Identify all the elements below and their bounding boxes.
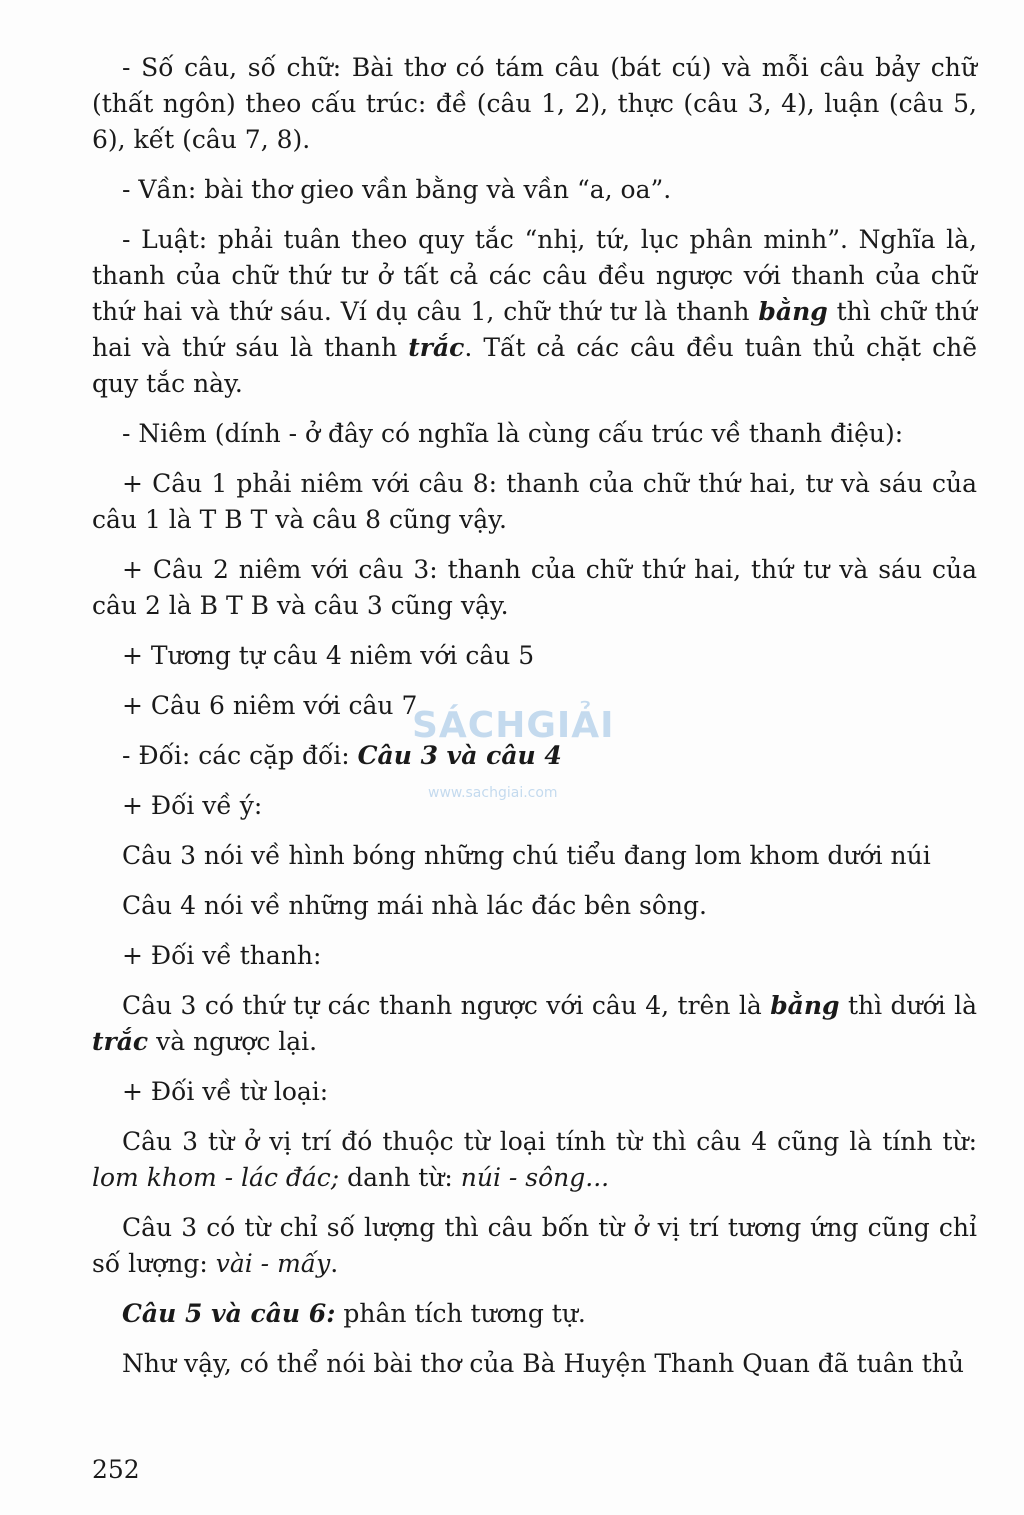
paragraph [92, 1074, 977, 1110]
paragraph [92, 1296, 977, 1332]
paragraph [92, 1124, 977, 1196]
paragraph [92, 938, 977, 974]
paragraph-text: thì dưới là [839, 991, 977, 1020]
emphasis-text: bằng [770, 991, 840, 1020]
paragraph-text: - Đối: các cặp đối: [122, 741, 358, 770]
paragraph-text: Câu 3 từ ở vị trí đó thuộc từ loại tính từ thì câu 4 cũng là tính từ: [122, 1127, 977, 1156]
paragraph [92, 552, 977, 624]
paragraph-text: danh từ: [339, 1163, 461, 1192]
paragraph-text: và ngược lại. [148, 1027, 318, 1056]
paragraph [92, 1210, 977, 1282]
paragraph-text: Câu 3 nói về hình bóng những chú tiểu đang lom khom dưới núi [122, 841, 931, 870]
paragraph-text: Câu 3 có thứ tự các thanh ngược với câu 4, trên là [122, 991, 771, 1020]
watermark-logo-text: SÁCHGIẢI [412, 705, 615, 746]
paragraph-text: + Đối về ý: [122, 791, 263, 820]
paragraph-text: + Đối về thanh: [122, 941, 322, 970]
paragraph-text: + Câu 6 niêm với câu 7 [122, 691, 418, 720]
emphasis-text: Câu 5 và câu 6: [122, 1299, 336, 1328]
paragraph [92, 888, 977, 924]
paragraph-text: - Luật: phải tuân theo quy tắc “nhị, tứ, lục phân minh”. Nghĩa là, thanh của chữ thứ tư ở tất cả các câu đều ngược với thanh của chữ thứ hai và thứ sáu. Ví dụ câu 1, chữ thứ tư là thanh [92, 225, 977, 326]
page-body [92, 50, 977, 1396]
paragraph-text: thì chữ thứ hai và thứ sáu là thanh [92, 297, 977, 362]
paragraph [92, 466, 977, 538]
paragraph [92, 172, 977, 208]
emphasis-text: lom khom - lác đác; [92, 1163, 340, 1192]
paragraph [92, 788, 977, 824]
paragraph [92, 988, 977, 1060]
emphasis-text: vài - mấy [215, 1249, 331, 1278]
emphasis-text: trắc [92, 1027, 149, 1056]
paragraph-text: - Niêm (dính - ở đây có nghĩa là cùng cấu trúc về thanh điệu): [122, 419, 904, 448]
paragraph [92, 738, 977, 774]
page-number: 252 [92, 1455, 140, 1484]
paragraph [92, 416, 977, 452]
paragraph-text: phân tích tương tự. [335, 1299, 586, 1328]
paragraph [92, 1346, 977, 1382]
paragraph-text: - Số câu, số chữ: Bài thơ có tám câu (bát cú) và mỗi câu bảy chữ (thất ngôn) theo cấu trúc: đề (câu 1, 2), thực (câu 3, 4), luận (câu 5, 6), kết (câu 7, 8). [92, 53, 977, 154]
paragraph [92, 638, 977, 674]
emphasis-text: núi - sông... [460, 1163, 610, 1192]
paragraph [92, 688, 977, 724]
watermark-url: www.sachgiai.com [428, 785, 558, 801]
paragraph-text: + Câu 1 phải niêm với câu 8: thanh của chữ thứ hai, tư và sáu của câu 1 là T B T và câu 8 cũng vậy. [92, 469, 977, 534]
paragraph [92, 222, 977, 402]
paragraph [92, 838, 977, 874]
paragraph-text: + Đối về từ loại: [122, 1077, 329, 1106]
emphasis-text: trắc [408, 333, 465, 362]
paragraph-text: . [330, 1249, 339, 1278]
paragraph-text: Như vậy, có thể nói bài thơ của Bà Huyện Thanh Quan đã tuân thủ [122, 1349, 964, 1378]
emphasis-text: bằng [758, 297, 828, 326]
emphasis-text: Câu 3 và câu 4 [357, 741, 562, 770]
paragraph-text: . Tất cả các câu đều tuân thủ chặt chẽ quy tắc này. [92, 333, 977, 398]
paragraph-text: + Câu 2 niêm với câu 3: thanh của chữ thứ hai, thứ tư và sáu của câu 2 là B T B và câu 3 cũng vậy. [92, 555, 977, 620]
paragraph-text: Câu 4 nói về những mái nhà lác đác bên sông. [122, 891, 707, 920]
paragraph-text: Câu 3 có từ chỉ số lượng thì câu bốn từ ở vị trí tương ứng cũng chỉ số lượng: [92, 1213, 977, 1278]
paragraph [92, 50, 977, 158]
paragraph-text: - Vần: bài thơ gieo vần bằng và vần “a, oa”. [122, 175, 672, 204]
paragraph-text: + Tương tự câu 4 niêm với câu 5 [122, 641, 535, 670]
